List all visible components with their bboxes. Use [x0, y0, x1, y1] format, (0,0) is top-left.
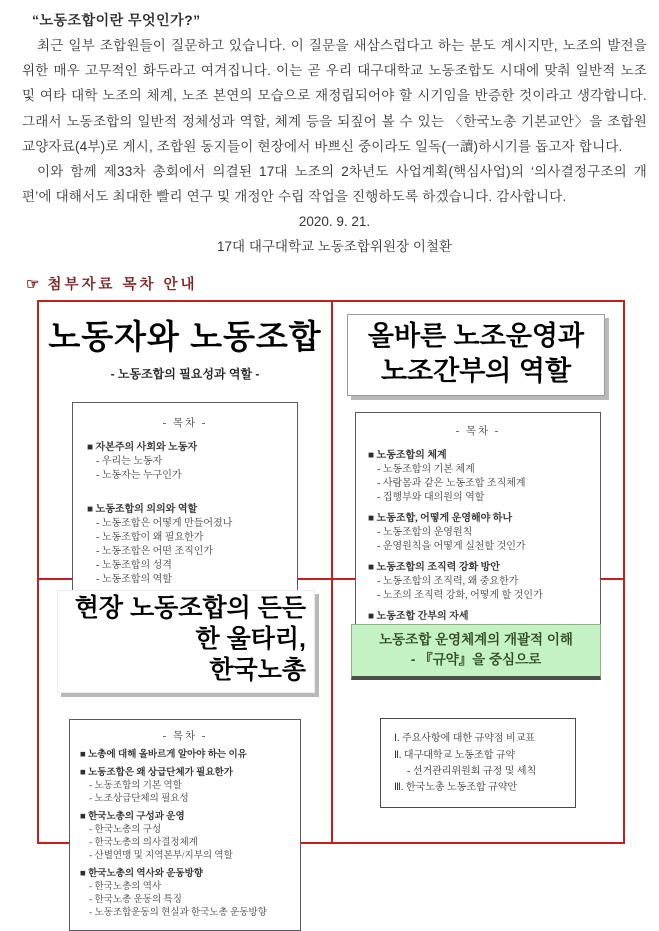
letter-paragraph-1: 최근 일부 조합원들이 질문하고 있습니다. 이 질문을 새삼스럽다고 하는 분도 계시지만, 노조의 발전을 위한 매우 고무적인 화두라고 여겨집니다. 이는 곧 우리 대구대학교 노동조합도 시대에 맞춰 일반적 노조 및 여타 대학 노조의 체계, 노조 본연의 모습으로 재정립되어야 할 시기임을 반증한 것이라고 생각합니다. 그래서 노동조합의 일반적 정체성과 역할, 체계 등을 되짚어 볼 수 있는 〈한국노총 기본교안〉을 조합원 교양자료(4부)로 게시, 조합원 동지들이 현장에서 바쁘신 중이라도 일독(一讀)하시기를 돕고자 합니다.	[22, 38, 647, 154]
toc-item: ■ 노동조합의 의의와 역할	[87, 504, 198, 516]
card-title	[57, 590, 315, 693]
attachment-header-label: 첨부자료 목차 안내	[47, 277, 198, 294]
card-title-line2: 노조간부의 역할	[380, 356, 572, 387]
toc-item: - 노동조합의 조직력, 왜 중요한가	[377, 576, 519, 588]
toc-item: - 노동조합운동의 현실과 한국노총 운동방향	[89, 908, 267, 919]
page-title: “노동조합이란 무엇인가?”	[32, 12, 201, 28]
toc-item	[87, 483, 283, 496]
card-title	[347, 314, 605, 396]
letter	[0, 0, 659, 259]
card-title-line2: 한국노총	[209, 656, 306, 685]
toc-box	[72, 402, 298, 602]
pointing-hand-icon: ☞	[26, 276, 40, 294]
toc-item: Ⅲ. 한국노총 노동조합 규약안	[394, 782, 518, 794]
bylaws-reference-box	[380, 718, 576, 808]
attachment-grid	[37, 300, 625, 919]
reference-list	[394, 730, 569, 796]
toc-list	[87, 441, 283, 587]
letter-signature: 17대 대구대학교 노동조합위원장 이철환	[217, 239, 452, 255]
toc-item: - 노동조합은 어떤 조직인가	[96, 546, 214, 558]
card-bylaws	[333, 580, 623, 842]
toc-item: - 노동조합의 성격	[96, 560, 172, 572]
toc-item: - 노동조합의 운영원칙	[377, 527, 473, 539]
card-title-line1: 현장 노동조합의 든든한 울타리,	[74, 594, 306, 654]
toc-box	[69, 719, 301, 931]
bylaws-banner	[351, 624, 601, 680]
toc-item: - 노조상급단체의 필요성	[89, 794, 189, 805]
toc-heading: - 목차 -	[455, 426, 501, 438]
letter-date: 2020. 9. 21.	[298, 214, 371, 230]
toc-item: - 노동조합의 기본 역할	[89, 781, 182, 792]
card-subtitle: - 노동조합의 필요성과 역할 -	[110, 367, 260, 382]
toc-item: - 산별연맹 및 지역본부/지부의 역할	[89, 851, 233, 862]
toc-item: - 한국노총의 구성	[89, 825, 162, 836]
card-fku	[39, 580, 333, 919]
toc-item: - 노동자는 누구인가	[96, 470, 182, 482]
toc-item: - 집행부와 대의원의 역할	[377, 492, 485, 504]
card-title-line1: 올바른 노조운영과	[367, 321, 585, 352]
toc-item: - 노동조합의 역할	[96, 574, 172, 586]
toc-list	[80, 749, 290, 920]
toc-item: ■ 노동조합, 어떻게 운영해야 하나	[368, 513, 513, 525]
toc-item: - 노조의 조직력 강화, 어떻게 할 것인가	[377, 590, 543, 602]
toc-item: - 노동조합이 왜 필요한가	[96, 532, 204, 544]
toc-item: ■ 한국노총의 구성과 운영	[80, 812, 185, 823]
card-worker-union	[39, 302, 333, 586]
card-title: 노동자와 노동조합	[48, 318, 322, 356]
toc-item: - 한국노총 운동의 특징	[89, 895, 182, 906]
toc-item: Ⅱ. 대구대학교 노동조합 규약	[394, 750, 516, 762]
toc-item: ■ 한국노총의 역사와 운동방향	[80, 869, 203, 880]
toc-item: - 우리는 노동자	[96, 456, 163, 468]
bylaws-banner-line2: - 『규약』을 중심으로	[410, 652, 542, 668]
card-union-operation	[333, 302, 623, 623]
toc-item: ■ 노동조합의 조직력 강화 방안	[368, 562, 500, 574]
bylaws-banner-line1: 노동조합 운영체계의 개괄적 이해	[379, 632, 573, 648]
toc-item: - 노동조합은 어떻게 만들어졌나	[96, 518, 233, 530]
toc-item: Ⅰ. 주요사항에 대한 규약점 비교표	[394, 733, 536, 745]
toc-item: ■ 노동조합 간부의 자세	[368, 611, 469, 623]
toc-item: - 사람몸과 같은 노동조합 조직체계	[377, 478, 526, 490]
toc-item: - 한국노총의 의사결정체계	[89, 838, 198, 849]
attachment-header	[26, 273, 659, 294]
toc-item: - 한국노총의 역사	[89, 882, 162, 893]
toc-item: ■ 자본주의 사회와 노동자	[87, 442, 198, 454]
letter-paragraph-2: 이와 함께 제33차 총회에서 의결된 17대 노조의 2차년도 사업계획(핵심사업)의 ‘의사결정구조의 개편’에 대해서도 최대한 빨리 연구 및 개정안 수립 작업을 진행하도록 하겠습니다. 감사합니다.	[22, 164, 647, 205]
toc-item: - 노동조합의 기본 체계	[377, 464, 475, 476]
toc-heading: - 목차 -	[162, 418, 208, 430]
toc-item: - 선거관리위원회 규정 및 세칙	[407, 766, 537, 778]
toc-heading: - 목차 -	[162, 731, 208, 743]
toc-item: ■ 노총에 대해 올바르게 알아야 하는 이유	[80, 750, 247, 761]
toc-item: ■ 노동조합의 체계	[368, 450, 447, 462]
toc-item: - 운영원칙을 어떻게 실천할 것인가	[377, 541, 526, 553]
toc-item: ■ 노동조합은 왜 상급단체가 필요한가	[80, 768, 233, 779]
